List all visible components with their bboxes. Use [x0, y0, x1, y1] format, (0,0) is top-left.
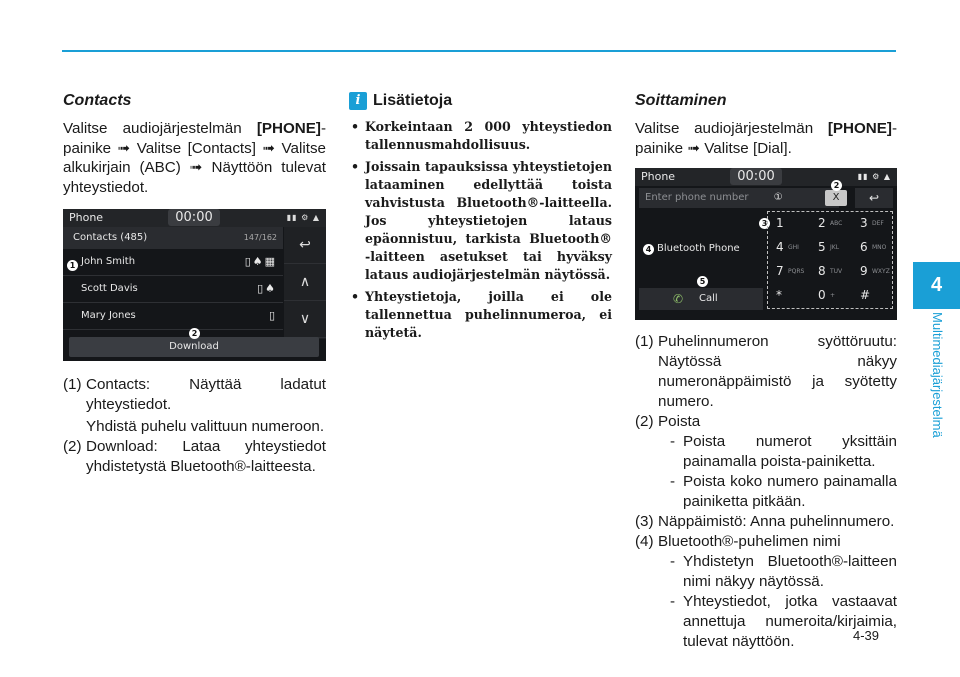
contact-name: John Smith [81, 256, 136, 267]
key-7[interactable]: 7 PQRS [776, 264, 805, 278]
legend-item: (2) Poista - Poista numerot yksittäin painamalla poista-painiketta. - Poista koko numero painamalla painiketta pitkään. [635, 412, 897, 512]
status-bar [635, 168, 897, 186]
key-9[interactable]: 9 WXYZ [860, 264, 890, 278]
key-2[interactable]: 2 ABC [818, 216, 843, 230]
callout-4-badge: 4 [643, 244, 654, 255]
clock: 00:00 [168, 209, 220, 226]
status-icons: ▮▮ ⚙ ▲ [286, 213, 320, 222]
callout-5-badge: 5 [697, 276, 708, 287]
contacts-counter: 147/162 [243, 233, 277, 242]
dial-screenshot [635, 168, 897, 320]
delete-button[interactable]: X [825, 190, 847, 206]
contact-type-icons: ▯♠▦ [244, 255, 277, 268]
scroll-down-icon[interactable]: ∨ [284, 301, 326, 338]
app-title: Phone [69, 211, 104, 224]
page-number: 4-39 [853, 628, 880, 643]
callout-3-badge: 3 [759, 218, 770, 229]
status-bar [63, 209, 326, 227]
legend-item: (4) Bluetooth®-puhelimen nimi - Yhdistetyn Bluetooth®-laitteen nimi näkyy näytössä. - Yhteystiedot, jotka vastaavat annettuja numeroita/kirjaimia, tulevat näyttöön. [635, 532, 897, 652]
status-icons: ▮▮ ⚙ ▲ [857, 172, 891, 181]
key-hash[interactable]: # [860, 288, 871, 302]
callout-1-badge: 1 [67, 260, 78, 271]
contacts-legend [63, 375, 326, 477]
back-icon[interactable]: ↩ [855, 188, 893, 208]
dialing-legend [635, 332, 897, 652]
keypad [767, 211, 893, 309]
info-heading: i Lisätietoja [349, 92, 612, 110]
bluetooth-device-name: Bluetooth Phone [657, 243, 740, 254]
legend-item: (1) Contacts: Näyttää ladatut yhteystiedot. Yhdistä puhelu valittuun numeroon. [63, 376, 326, 435]
contact-name: Mary Jones [81, 310, 136, 321]
phone-icon: ✆ [673, 292, 684, 306]
info-bullet: • Joissain tapauksissa yhteystietojen lataaminen edellyttää toista vahvistusta Bluetooth®-laitteella. Jos yhteystietojen lataus epäonnistuu, tarkista Bluetooth® -laitteen asetukset tai hyväksy lataus audiojärjestelmän näytössä. [349, 158, 612, 284]
contacts-nav [284, 227, 326, 339]
contacts-screenshot [63, 209, 326, 361]
key-4[interactable]: 4 GHI [776, 240, 799, 254]
dialing-title: Soittaminen [635, 92, 727, 109]
info-section [349, 92, 612, 346]
key-5[interactable]: 5 JKL [818, 240, 840, 254]
header-rule [62, 50, 896, 52]
info-bullet: • Yhteystietoja, joilla ei ole tallennettua puhelinnumeroa, ei näytetä. [349, 288, 612, 342]
key-3[interactable]: 3 DEF [860, 216, 884, 230]
contact-row[interactable] [63, 276, 283, 303]
dialing-intro: Valitse audiojärjestelmän [PHONE]-painike ➟ Valitse [Dial]. [635, 120, 897, 157]
contact-type-icons: ▯ [268, 309, 277, 322]
contacts-list-header [63, 227, 283, 249]
contacts-section [63, 92, 326, 477]
phone-number-input[interactable]: Enter phone number ① [639, 188, 839, 208]
key-0[interactable]: 0 + [818, 288, 836, 302]
app-title: Phone [641, 170, 676, 183]
key-8[interactable]: 8 TUV [818, 264, 843, 278]
back-icon[interactable]: ↩ [284, 227, 326, 264]
callout-1-marker: ① [773, 192, 783, 203]
callout-2-badge: 2 [831, 180, 842, 191]
contact-name: Scott Davis [81, 283, 138, 294]
contact-row[interactable] [63, 303, 283, 330]
info-bullet: • Korkeintaan 2 000 yhteystiedon tallennusmahdollisuus. [349, 118, 612, 154]
chapter-label: Multimediajärjestelmä [930, 312, 945, 438]
dialing-section [635, 92, 897, 652]
contacts-list-title: Contacts (485) [73, 232, 148, 243]
key-star[interactable]: * [776, 288, 782, 302]
clock: 00:00 [730, 168, 782, 185]
contacts-intro: Valitse audiojärjestelmän [PHONE]-painike ➟ Valitse [Contacts] ➟ Valitse alkukirjain (ABC) ➟ Näyttöön tulevat yhteystiedot. [63, 120, 326, 196]
legend-item: (3) Näppäimistö: Anna puhelinnumero. [635, 513, 895, 530]
call-button[interactable]: ✆ Call [639, 288, 763, 310]
contact-type-icons: ▯♠ [257, 282, 277, 295]
key-6[interactable]: 6 MNO [860, 240, 887, 254]
contact-row[interactable] [63, 249, 283, 276]
callout-2-badge: 2 [189, 328, 200, 339]
legend-item: (1) Puhelinnumeron syöttöruutu: Näytössä näkyy numeronäppäimistö ja syötetty numero. [635, 333, 897, 410]
chapter-tab: 4 [913, 262, 960, 309]
info-icon: i [349, 92, 367, 110]
scroll-up-icon[interactable]: ∧ [284, 264, 326, 301]
key-1[interactable]: 1 [776, 216, 784, 230]
contacts-title: Contacts [63, 92, 132, 109]
legend-item: (2) Download: Lataa yhteystiedot yhdistetystä Bluetooth®-laitteesta. [63, 438, 326, 475]
info-bullets [349, 118, 612, 342]
download-button[interactable]: Download [69, 337, 319, 357]
